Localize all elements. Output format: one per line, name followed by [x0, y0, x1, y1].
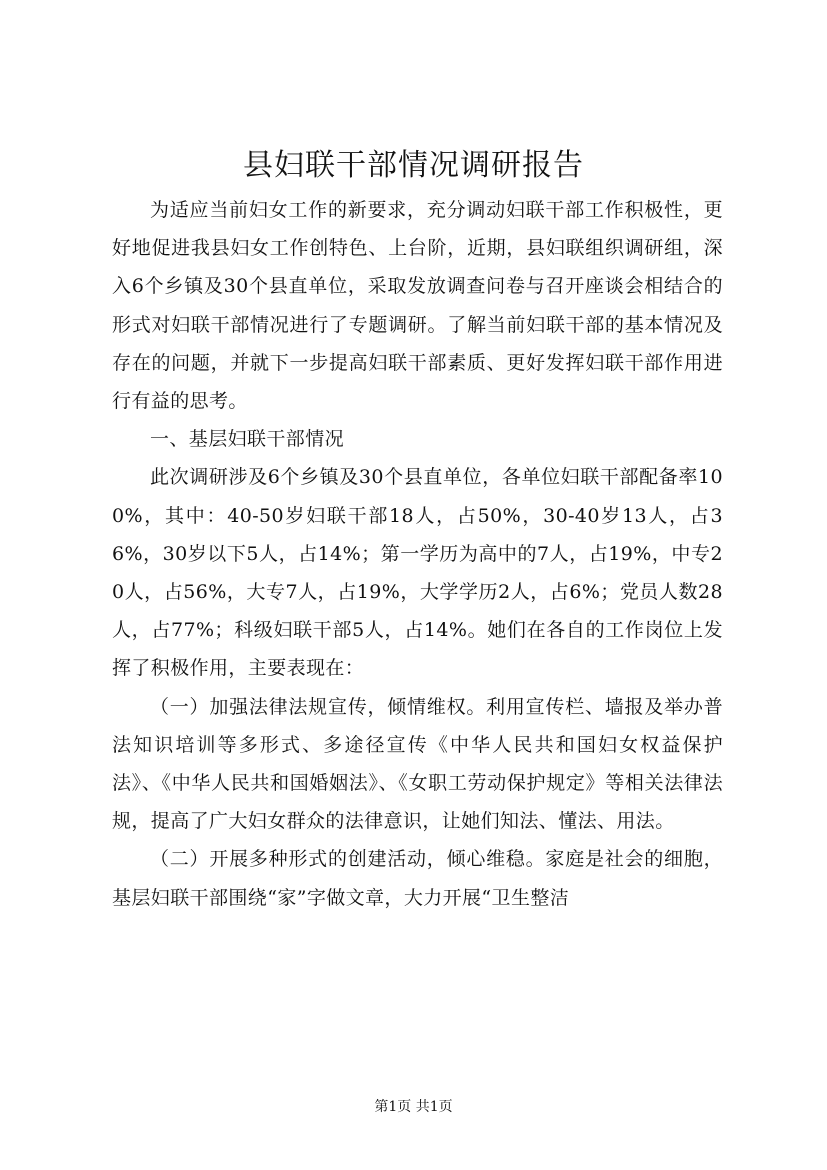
paragraph-intro: 为适应当前妇女工作的新要求，充分调动妇联干部工作积极性，更好地促进我县妇女工作创特色、上台阶，近期，县妇联组织调研组，深入6个乡镇及30个县直单位，采取发放调查问卷与召开座谈会相结合的形式对妇联干部情况进行了专题调研。了解当前妇联干部的基本情况及存在的问题，并就下一步提高妇联干部素质、更好发挥妇联干部作用进行有益的思考。 [112, 199, 723, 413]
paragraph-point-2: （二）开展多种形式的创建活动，倾心维稳。家庭是社会的细胞，基层妇联干部围绕“家”字做文章，大力开展“卫生整洁 [112, 848, 723, 909]
paragraph-point-1: （一）加强法律法规宣传，倾情维权。利用宣传栏、墙报及举办普法知识培训等多形式、多途径宣传《中华人民共和国妇女权益保护法》、《中华人民共和国婚姻法》、《女职工劳动保护规定》等相关法律法规，提高了广大妇女群众的法律意识，让她们知法、懂法、用法。 [112, 695, 723, 833]
document-body [112, 191, 723, 917]
page-footer: 第1页 共1页 [374, 1099, 453, 1115]
paragraph-statistics: 此次调研涉及6个乡镇及30个县直单位，各单位妇联干部配备率100%，其中：40-50岁妇联干部18人，占50%，30-40岁13人，占36%，30岁以下5人，占14%；第一学历为高中的7人，占19%，中专20人，占56%，大专7人，占19%，大学学历2人，占6%；党员人数28人，占77%；科级妇联干部5人，占14%。她们在各自的工作岗位上发挥了积极作用，主要表现在： [112, 466, 723, 680]
section-heading-1: 一、基层妇联干部情况 [150, 428, 345, 451]
document-title: 县妇联干部情况调研报告 [243, 148, 584, 183]
